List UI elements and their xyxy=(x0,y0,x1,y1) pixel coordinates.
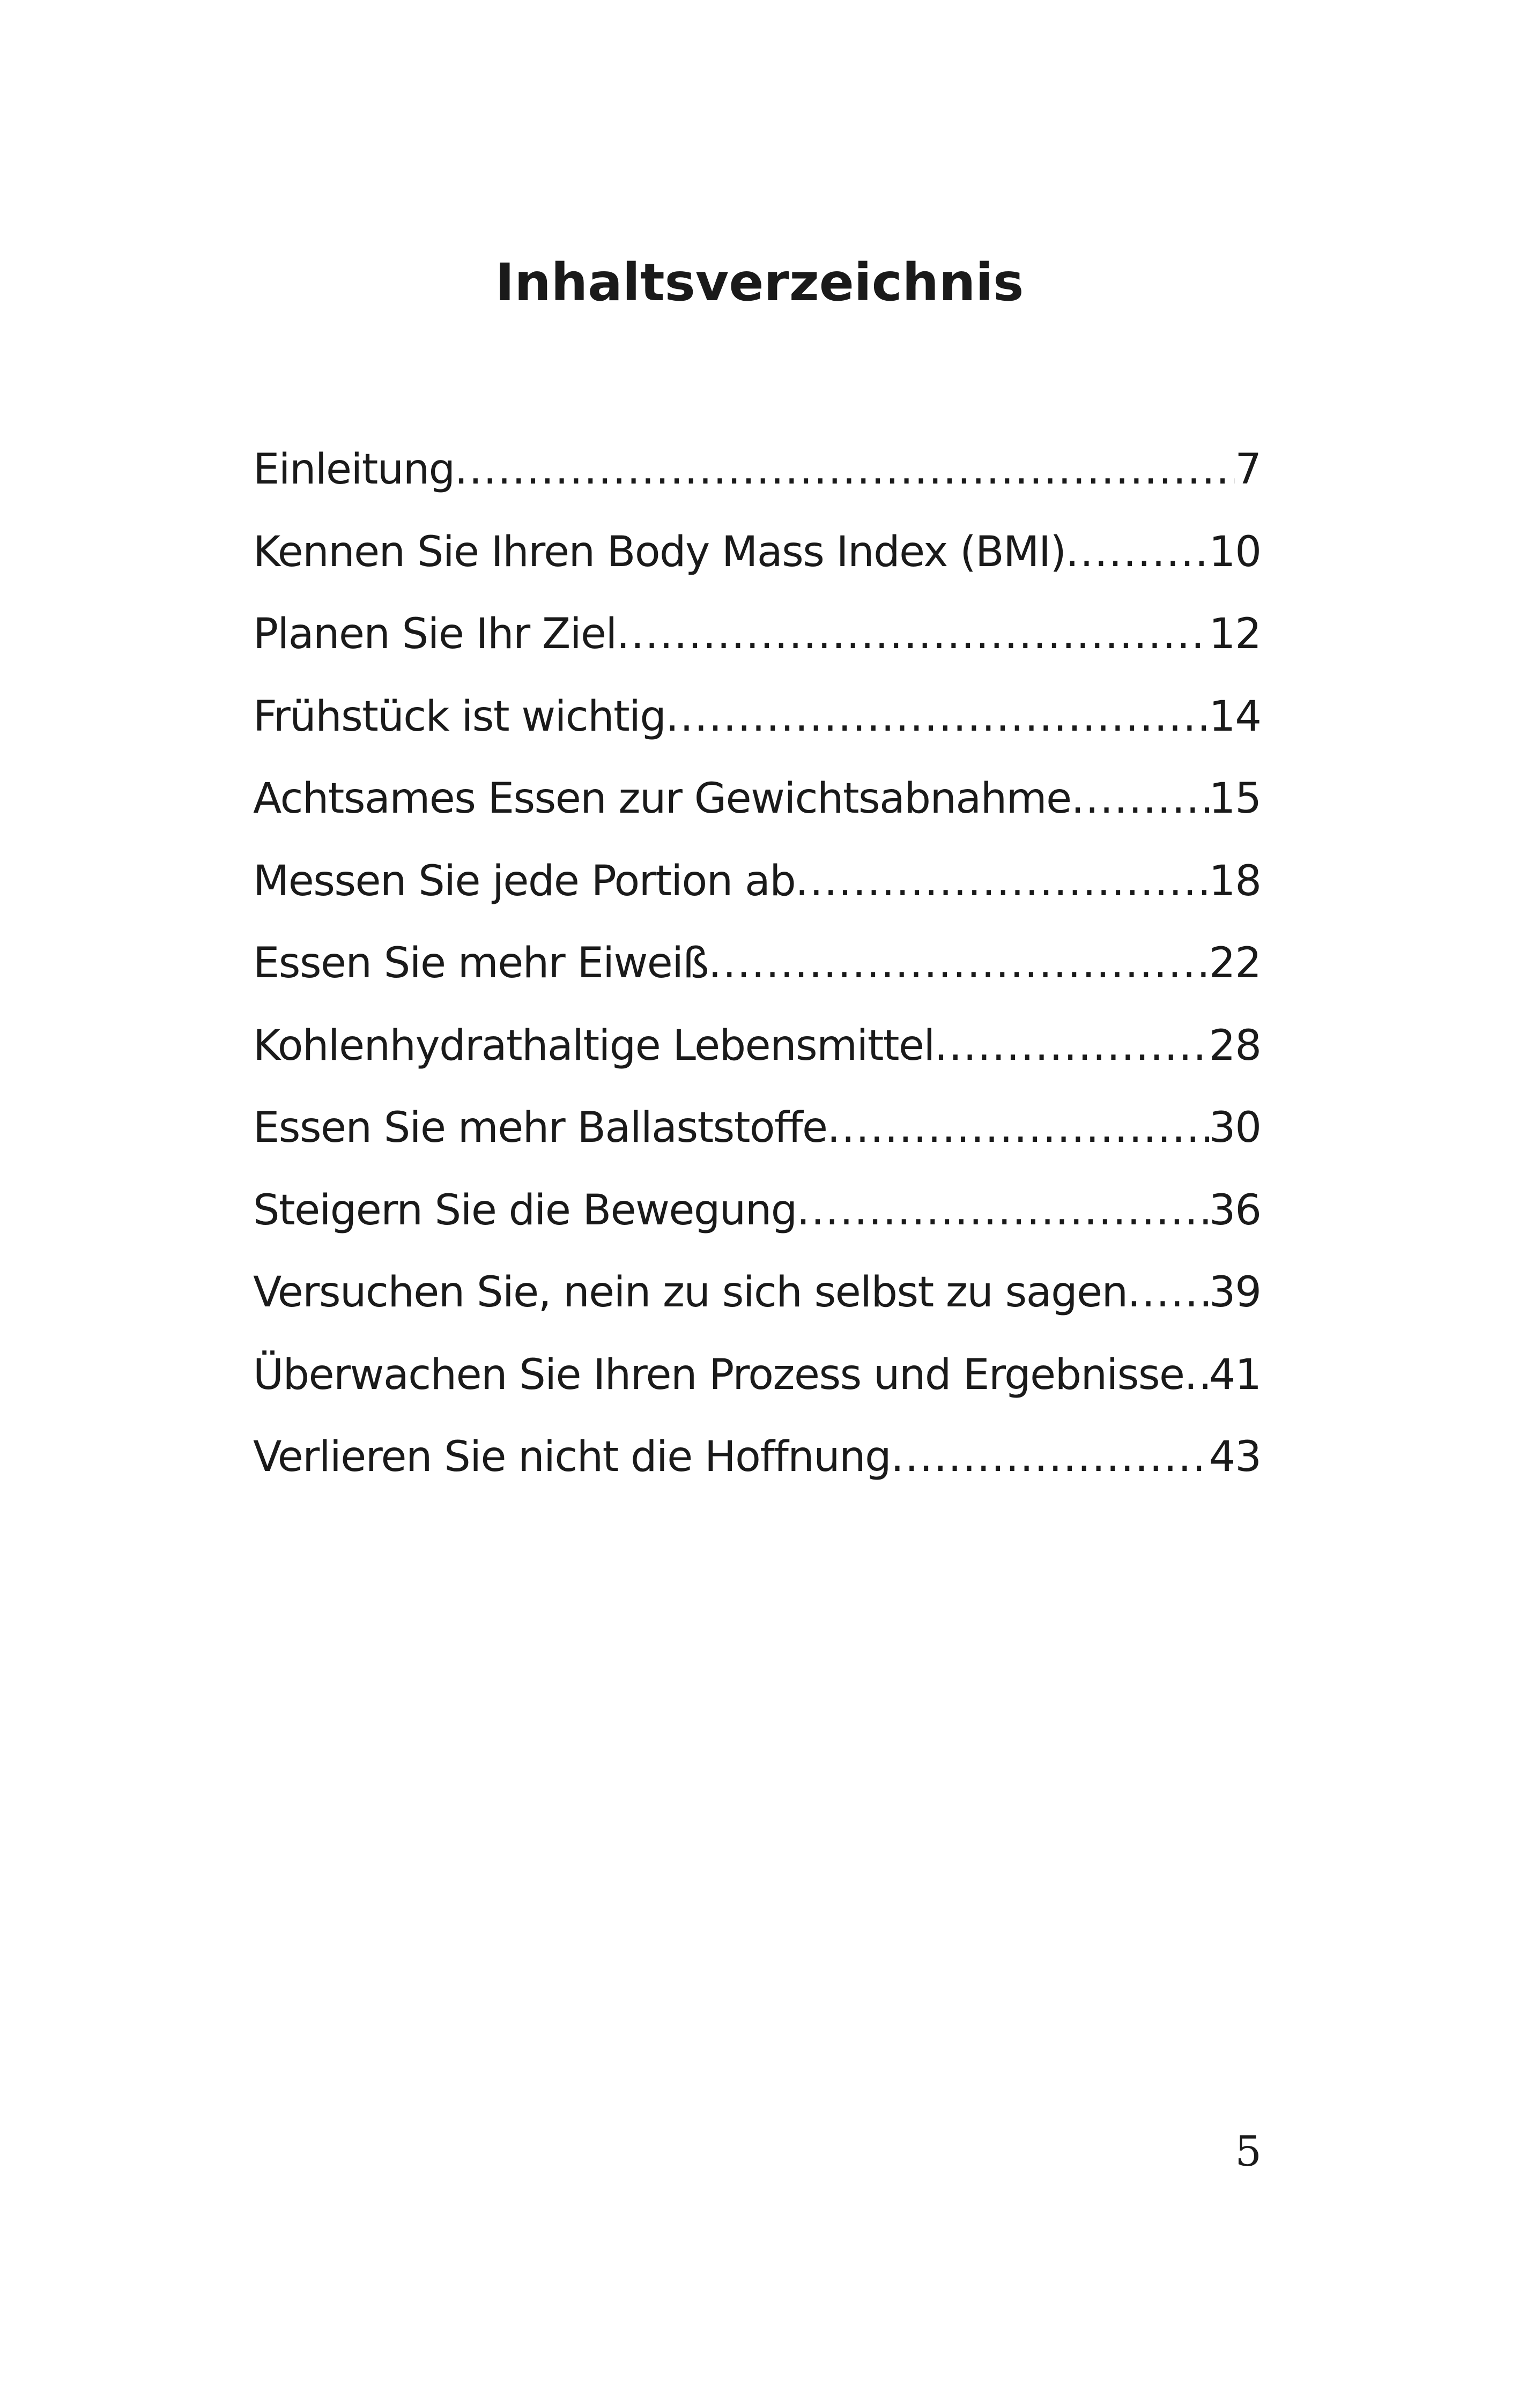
toc-entry xyxy=(253,1170,1261,1252)
toc-entry xyxy=(253,1252,1261,1334)
toc-entry-page: 18 xyxy=(1209,857,1261,905)
toc-entry-label: Versuchen Sie, nein zu sich selbst zu sagen xyxy=(253,1268,1128,1317)
toc-entry-label: Kennen Sie Ihren Body Mass Index (BMI) xyxy=(253,527,1066,576)
toc-entry-page: 14 xyxy=(1209,692,1261,741)
toc-entry xyxy=(253,1334,1261,1417)
toc-dot-leader xyxy=(891,1416,1209,1499)
toc-entry-page: 7 xyxy=(1235,445,1261,494)
toc-entry-label: Kohlenhydrathaltige Lebensmittel xyxy=(253,1021,935,1070)
toc-entry-label: Verlieren Sie nicht die Hoffnung xyxy=(253,1433,891,1481)
toc-dot-leader xyxy=(795,841,1209,923)
toc-dot-leader xyxy=(665,676,1209,759)
toc-entry xyxy=(253,1005,1261,1088)
toc-entry-page: 36 xyxy=(1209,1186,1261,1235)
page-number: 5 xyxy=(1235,2128,1262,2176)
toc-entry-page: 10 xyxy=(1209,527,1261,576)
toc-dot-leader xyxy=(455,429,1235,511)
toc-dot-leader xyxy=(935,1005,1209,1088)
toc-dot-leader xyxy=(797,1170,1209,1252)
toc-entry-page: 12 xyxy=(1209,610,1261,658)
toc-entry xyxy=(253,593,1261,676)
toc-entry-page: 28 xyxy=(1209,1021,1261,1070)
toc-entry xyxy=(253,676,1261,759)
toc-entry-page: 30 xyxy=(1209,1104,1261,1152)
toc-entry-page: 22 xyxy=(1209,939,1261,987)
toc-entry xyxy=(253,1087,1261,1170)
toc-dot-leader xyxy=(1184,1334,1209,1417)
toc-dot-leader xyxy=(827,1087,1209,1170)
toc-dot-leader xyxy=(1071,758,1209,841)
toc-entry-label: Steigern Sie die Bewegung xyxy=(253,1186,797,1235)
toc-entry-label: Einleitung xyxy=(253,445,455,494)
toc-entry-label: Planen Sie Ihr Ziel xyxy=(253,610,617,658)
toc-entry xyxy=(253,841,1261,923)
toc-title: Inhaltsverzeichnis xyxy=(495,252,1024,313)
toc-entry-label: Messen Sie jede Portion ab xyxy=(253,857,796,905)
toc-entry-label: Frühstück ist wichtig xyxy=(253,692,666,741)
toc-list xyxy=(253,429,1261,1499)
toc-entry-label: Essen Sie mehr Eiweiß xyxy=(253,939,709,987)
toc-dot-leader xyxy=(708,923,1209,1005)
toc-dot-leader xyxy=(617,593,1209,676)
toc-entry-page: 41 xyxy=(1209,1350,1261,1399)
toc-dot-leader xyxy=(1128,1252,1209,1334)
toc-entry xyxy=(253,758,1261,841)
toc-entry xyxy=(253,1416,1261,1499)
toc-entry-label: Essen Sie mehr Ballaststoffe xyxy=(253,1104,827,1152)
toc-entry-page: 43 xyxy=(1209,1433,1261,1481)
toc-entry-page: 39 xyxy=(1209,1268,1261,1317)
toc-entry xyxy=(253,923,1261,1005)
toc-entry xyxy=(253,429,1261,511)
toc-entry-label: Überwachen Sie Ihren Prozess und Ergebnisse xyxy=(253,1350,1184,1399)
toc-entry-page: 15 xyxy=(1209,775,1261,823)
toc-entry xyxy=(253,511,1261,594)
toc-dot-leader xyxy=(1065,511,1209,594)
toc-entry-label: Achtsames Essen zur Gewichtsabnahme xyxy=(253,775,1071,823)
